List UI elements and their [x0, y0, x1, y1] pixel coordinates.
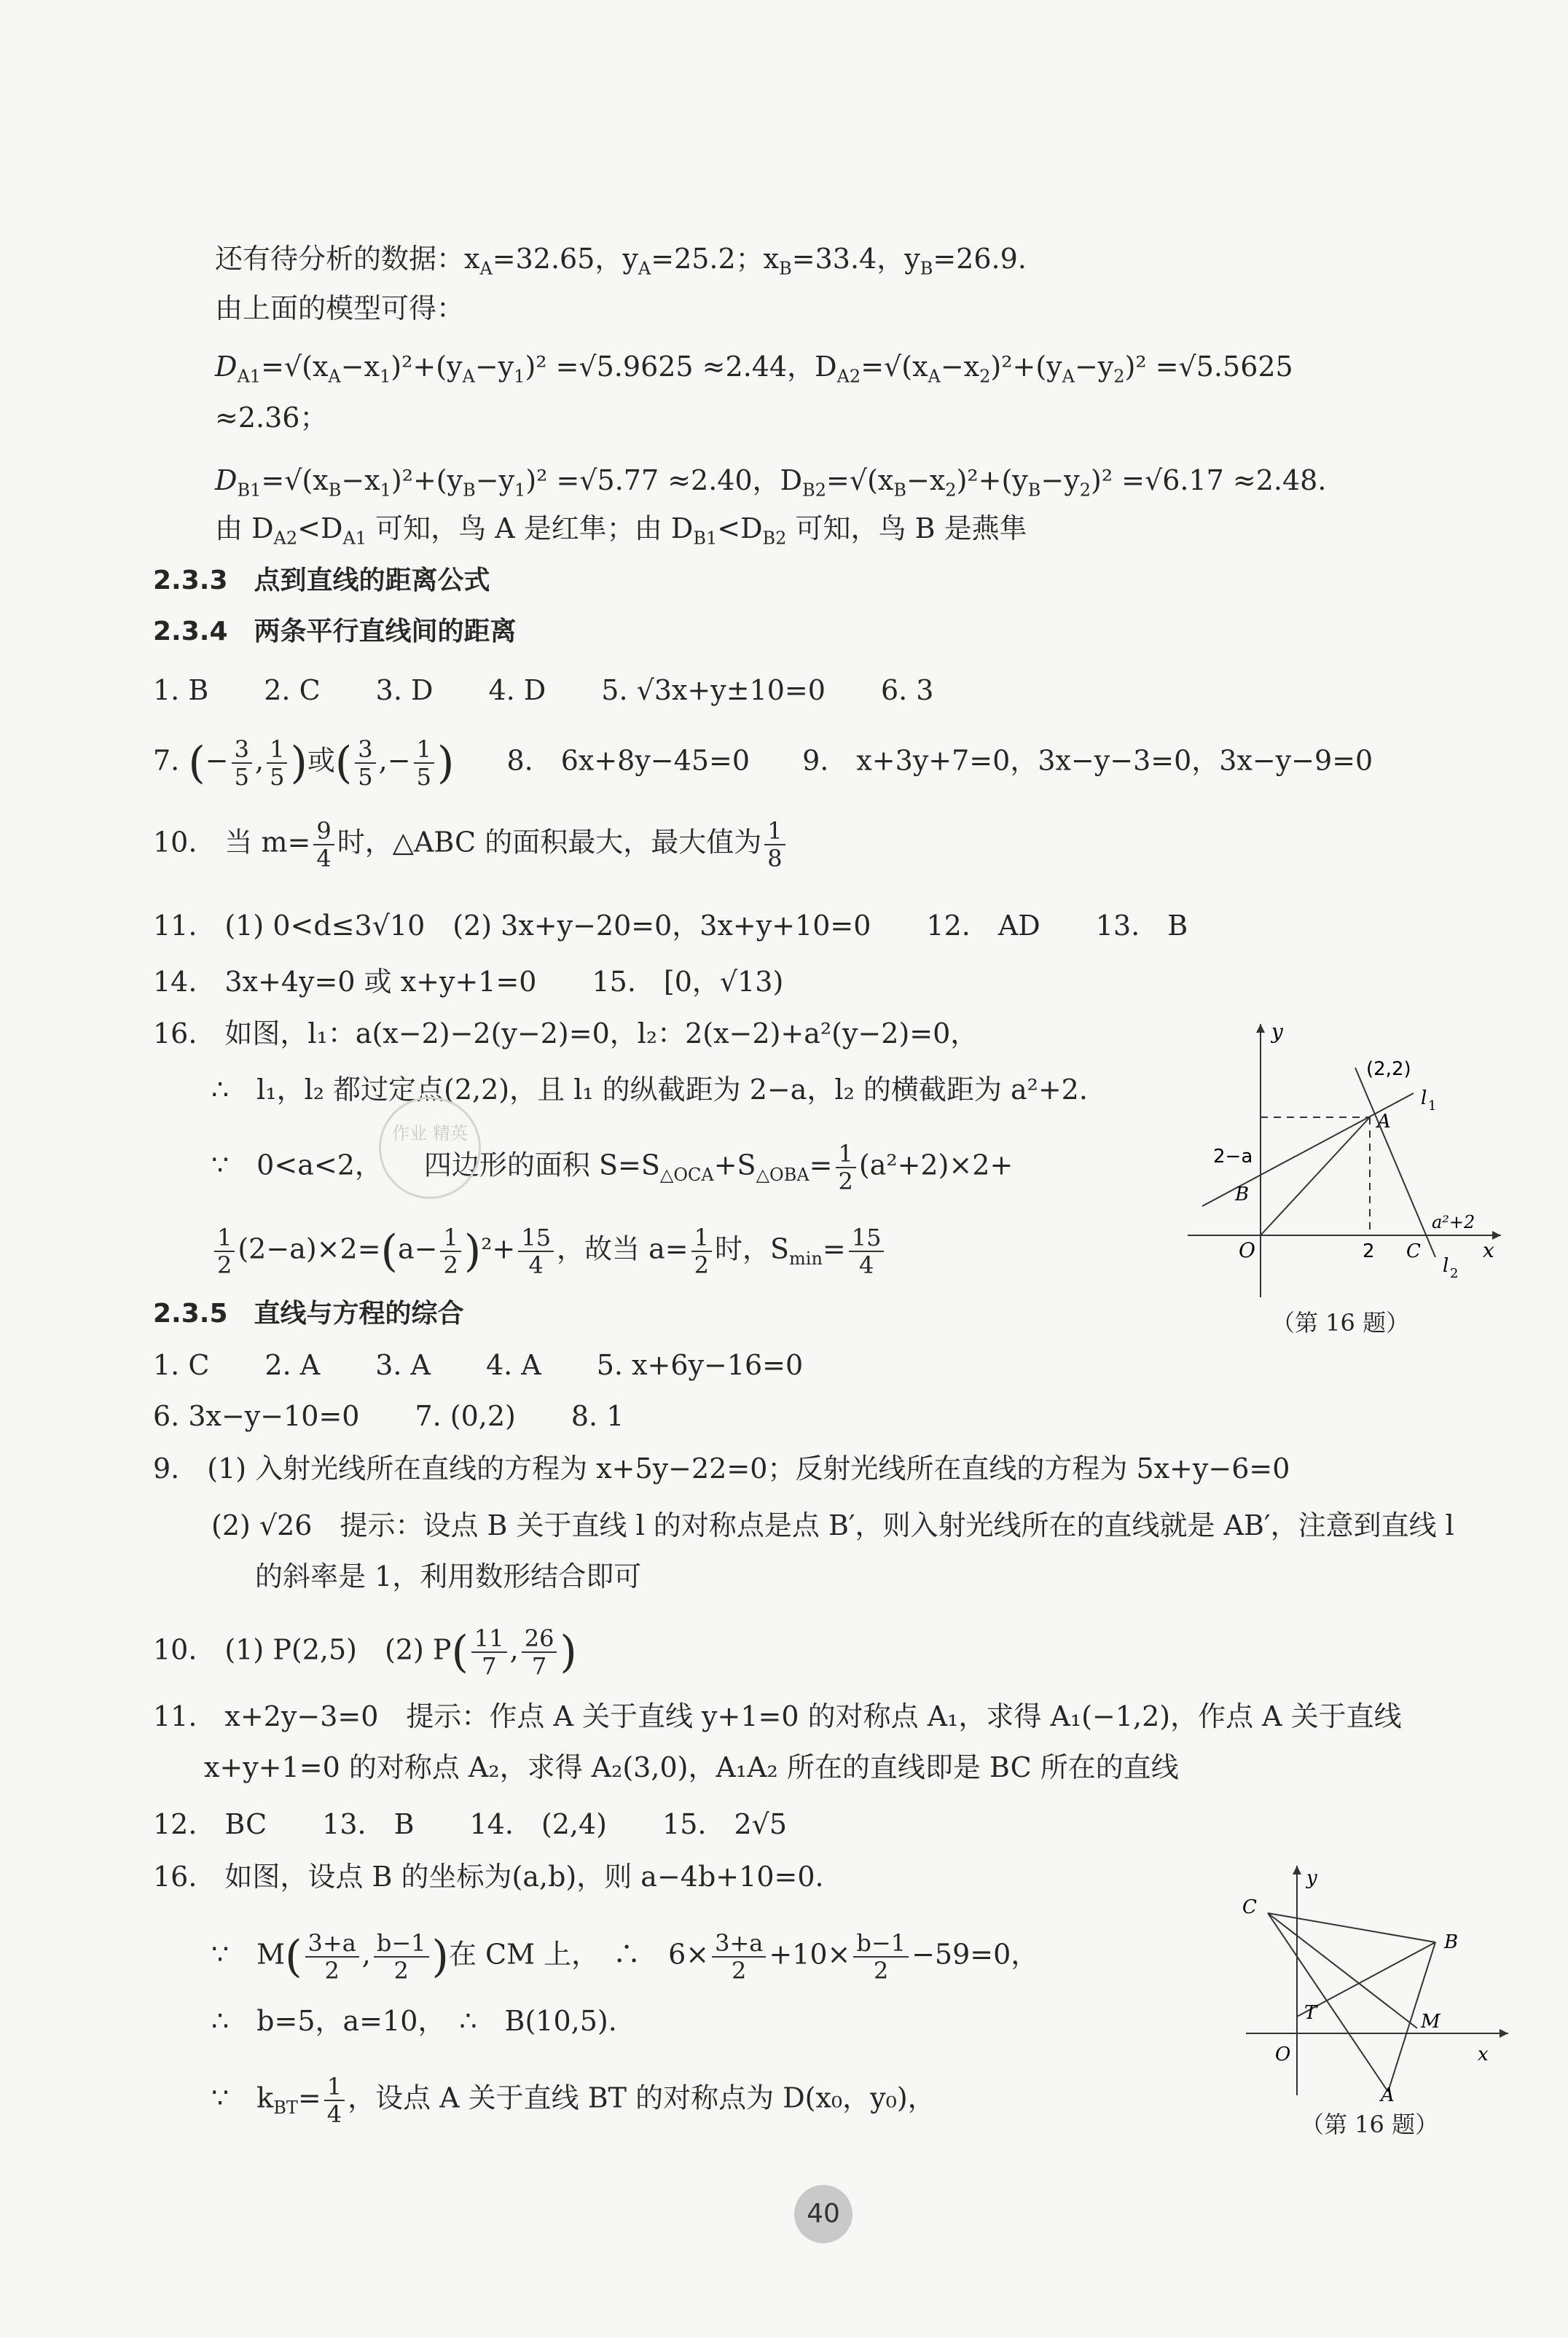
line-db: $D_{B1}=√(x_B-x_1)^2+(y_B-y_1)^2 =√5.77 \approx 2.40$，$D_{B2}=√(x_B-x_2)^2+(y_B-y_2)^2 =√6.17 \approx 2.48$. — [215, 464, 1327, 501]
answer-r16-line4: ∵ $k_{BT}=$ $\frac{1}{4}$ ，设点 A 关于直线 BT 的对称点为 D(x₀，y₀)， — [211, 2073, 936, 2128]
svg-text:2: 2 — [1363, 1240, 1375, 1262]
answer-r9-line2: (2) √26 提示：设点 B 关于直线 l 的对称点是点 B′，则入射光线所在的直线就是 AB′，注意到直线 l — [211, 1509, 1454, 1541]
svg-text:M: M — [1421, 2011, 1440, 2033]
svg-text:l: l — [1421, 1087, 1427, 1109]
svg-text:2: 2 — [1450, 1266, 1459, 1281]
answers-r12-15: 12. BC 13. B 14. (2,4) 15. 2√5 — [153, 1808, 788, 1840]
watermark-stamp: 作业 精英 — [379, 1097, 481, 1199]
answers-r6-8: 6. 3x−y−10=0 7. (0,2) 8. 1 — [153, 1400, 624, 1432]
line-da-cont: ≈2.36； — [215, 402, 328, 434]
svg-text:B: B — [1235, 1184, 1250, 1205]
answer-r10: 10. (1) P(2,5) (2) P( $\frac{11}{7}$ , $\frac{26}{7}$ ) — [153, 1625, 577, 1680]
line-remaining-data: 还有待分析的数据：$x_A=32.65$，$y_A=25.2$；$x_B=33.4$，$y_B=26.9$. — [215, 243, 1027, 279]
svg-text:1: 1 — [1428, 1098, 1437, 1114]
svg-text:A: A — [1377, 1111, 1391, 1133]
svg-text:(2,2): (2,2) — [1366, 1058, 1411, 1080]
svg-text:a²+2: a²+2 — [1432, 1212, 1475, 1232]
answers-r1-5: 1. C 2. A 3. A 4. A 5. x+6y−16=0 — [153, 1349, 804, 1381]
answer-r11-line2: x+y+1=0 的对称点 A₂，求得 A₂(3,0)，A₁A₂ 所在的直线即是 BC 所在的直线 — [204, 1751, 1179, 1783]
svg-text:C: C — [1406, 1240, 1421, 1262]
svg-text:T: T — [1304, 2002, 1317, 2024]
svg-text:A: A — [1381, 2084, 1395, 2103]
svg-text:x: x — [1478, 2044, 1489, 2065]
svg-text:y: y — [1271, 1020, 1283, 1044]
answer-16-line4: $\frac{1}{2}$ (2−a)×2=(a− $\frac{1}{2}$ )²+ $\frac{15}{4}$ ，故当 a= $\frac{1}{2}$ 时，$S_{min}=$ $\frac{15}{4}$ — [211, 1224, 887, 1278]
svg-text:O: O — [1239, 1238, 1255, 1262]
answers-11-13: 11. (1) 0<d≤3√10 (2) 3x+y−20=0，3x+y+10=0 12. AD 13. B — [153, 910, 1188, 942]
svg-text:C: C — [1242, 1896, 1257, 1918]
section-2-3-3: 2.3.3 点到直线的距离公式 — [153, 566, 490, 595]
line-da: $D_{A1}=√(x_A-x_1)^2+(y_A-y_1)^2 =√5.9625 \approx 2.44$，$D_{A2}=√(x_A-x_2)^2+(y_A-y_2)^2 =√5.5625$ — [215, 351, 1293, 387]
figure-16-b-caption: （第 16 题） — [1301, 2111, 1439, 2138]
section-2-3-4: 2.3.4 两条平行直线间的距离 — [153, 617, 517, 646]
svg-text:x: x — [1483, 1238, 1494, 1262]
answer-7-9: 7. (− $\frac{3}{5}$ , $\frac{1}{5}$ )或( $\frac{3}{5}$ ,− $\frac{1}{5}$ ) 8. 6x+8y−45=0 9. x+3y+7=0，3x−y−3=0，3x−y−9=0 — [153, 735, 1373, 791]
answer-16-line3: ∵ 0<a<2， 四边形的面积 $S=S_{\triangle OCA}+S_{\triangle OBA}=$ $\frac{1}{2}$ (a²+2)×2+ — [211, 1140, 1014, 1195]
svg-text:y: y — [1306, 1867, 1317, 1889]
line-model: 由上面的模型可得： — [215, 292, 465, 324]
figure-16-a-caption: （第 16 题） — [1271, 1309, 1410, 1337]
answers-14-15: 14. 3x+4y=0 或 x+y+1=0 15. [0，√13) — [153, 966, 784, 998]
answer-r16-line3: ∴ b=5，a=10， ∴ B(10,5). — [211, 2005, 617, 2037]
answer-16-line2: ∴ l₁，l₂ 都过定点(2,2)，且 l₁ 的纵截距为 2−a，l₂ 的横截距为 a²+2. — [211, 1074, 1088, 1106]
svg-text:l: l — [1443, 1255, 1449, 1277]
answers-1-6: 1. B 2. C 3. D 4. D 5. √3x+y±10=0 6. 3 — [153, 674, 934, 706]
figure-16-a — [1180, 1017, 1516, 1301]
answer-r11-line1: 11. x+2y−3=0 提示：作点 A 关于直线 y+1=0 的对称点 A₁，求得 A₁(−1,2)，作点 A 关于直线 — [153, 1700, 1402, 1732]
figure-16-b — [1231, 1855, 1523, 2103]
svg-text:2−a: 2−a — [1213, 1146, 1253, 1168]
answer-10: 10. 当 m= $\frac{9}{4}$ 时，△ABC 的面积最大，最大值为 $\frac{1}{8}$ — [153, 818, 788, 872]
answer-r9-line3: 的斜率是 1，利用数形结合即可 — [255, 1560, 642, 1592]
svg-text:B: B — [1444, 1931, 1459, 1953]
answer-16-line1: 16. 如图，l₁：a(x−2)−2(y−2)=0，l₂：2(x−2)+a²(y−2)=0， — [153, 1017, 979, 1049]
answer-r9-line1: 9. (1) 入射光线所在直线的方程为 x+5y−22=0；反射光线所在直线的方程为 5x+y−6=0 — [153, 1453, 1290, 1485]
svg-text:O: O — [1275, 2044, 1291, 2065]
section-2-3-5: 2.3.5 直线与方程的综合 — [153, 1299, 464, 1329]
line-conclusion: 由 $D_{A2}<D_{A1}$ 可知，鸟 A 是红隼；由 $D_{B1}<D_{B2}$ 可知，鸟 B 是燕隼 — [215, 512, 1027, 549]
page-number: 40 — [794, 2185, 852, 2243]
answer-r16-line2: ∵ M( $\frac{3+a}{2}$ , $\frac{b-1}{2}$ )在 CM 上， ∴ 6× $\frac{3+a}{2}$ +10× $\frac{b-1}{2}$ −59=0， — [211, 1929, 1039, 1985]
answer-r16-line1: 16. 如图，设点 B 的坐标为(a,b)，则 a−4b+10=0. — [153, 1861, 824, 1893]
